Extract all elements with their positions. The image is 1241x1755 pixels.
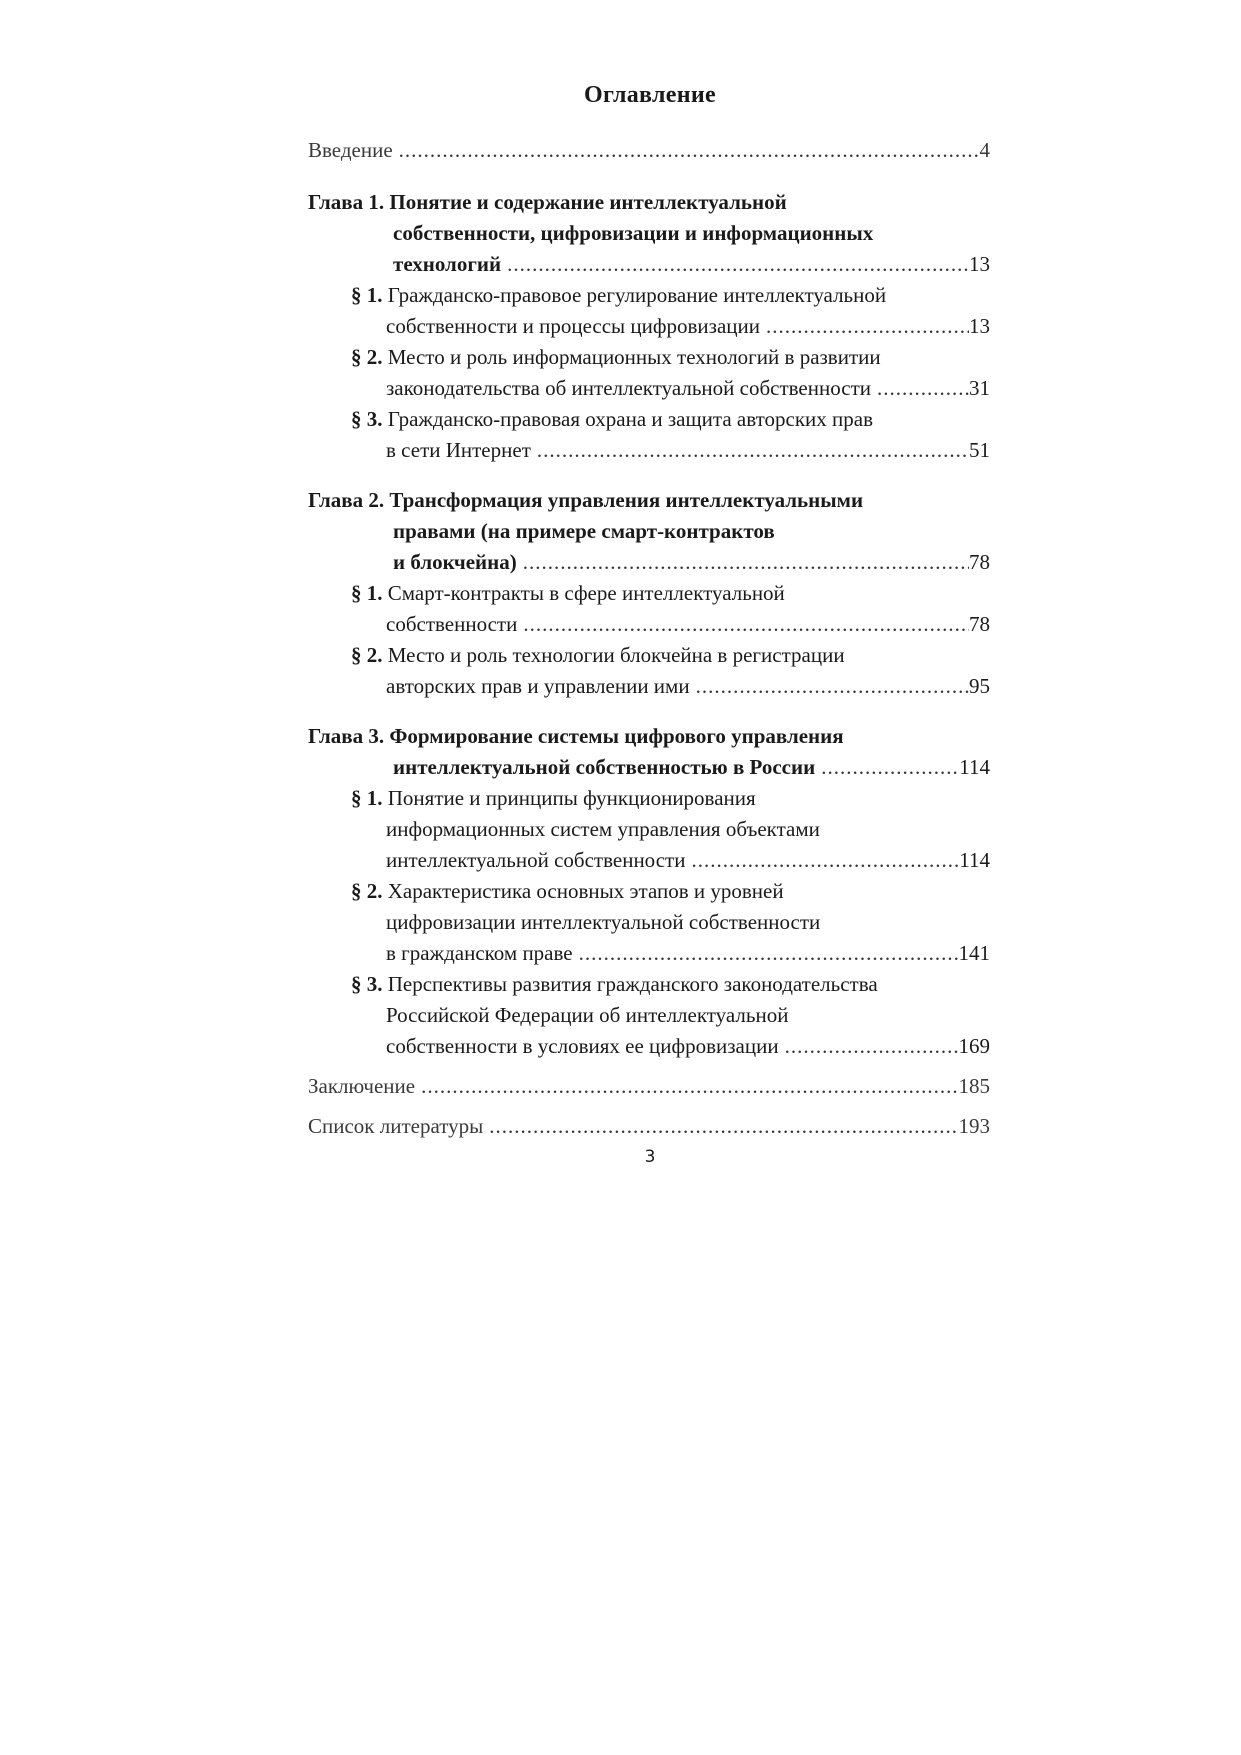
- section-1-1[interactable]: [308, 280, 990, 311]
- toc-page-number: 169: [958, 1034, 990, 1058]
- section-2-2[interactable]: [308, 640, 990, 671]
- toc-entry-bibliography[interactable]: [308, 1111, 990, 1142]
- dot-leader: [821, 752, 959, 783]
- section-title: Гражданско-правовая охрана и защита авторских прав: [387, 407, 874, 431]
- section-title: Место и роль технологии блокчейна в регистрации: [387, 643, 845, 667]
- chapter-2-heading[interactable]: Глава 2. Трансформация управления интеллектуальными: [308, 488, 864, 512]
- dot-leader: [537, 435, 969, 466]
- chapter-3-heading[interactable]: Глава 3. Формирование системы цифрового управления: [308, 724, 844, 748]
- section-number: § 2.: [351, 643, 383, 667]
- dot-leader: [766, 311, 969, 342]
- dot-leader: [877, 373, 969, 404]
- toc-entry-section-3-1[interactable]: [308, 845, 990, 876]
- toc-entry-section-1-2[interactable]: [308, 373, 990, 404]
- section-3-3[interactable]: [308, 969, 990, 1000]
- section-title: Место и роль информационных технологий в развитии: [387, 345, 881, 369]
- toc-entry-section-2-1[interactable]: [308, 609, 990, 640]
- dot-leader: [399, 135, 980, 166]
- toc-entry-section-1-1[interactable]: [308, 311, 990, 342]
- section-title: Перспективы развития гражданского законодательства: [387, 972, 878, 996]
- toc-entry-label: собственности в условиях ее цифровизации: [386, 1034, 779, 1058]
- toc-page-number: 4: [979, 138, 990, 162]
- toc-entry-label: собственности: [386, 612, 518, 636]
- section-3-1[interactable]: [308, 783, 990, 814]
- section-title: Гражданско-правовое регулирование интеллектуальной: [387, 283, 887, 307]
- chapter-1-heading[interactable]: Глава 1. Понятие и содержание интеллектуальной: [308, 190, 787, 214]
- toc-page-number: 78: [969, 550, 990, 574]
- page-number: 3: [644, 1147, 656, 1167]
- section-3-3-cont[interactable]: Российской Федерации об интеллектуальной: [386, 1003, 789, 1027]
- toc-page-number: 51: [969, 438, 990, 462]
- section-2-1[interactable]: [308, 578, 990, 609]
- page-title: Оглавление: [584, 82, 716, 108]
- dot-leader: [691, 845, 959, 876]
- toc-entry-chapter-2[interactable]: [308, 547, 990, 578]
- toc-entry-section-1-3[interactable]: [308, 435, 990, 466]
- toc-page-number: 185: [958, 1074, 990, 1098]
- section-title: Характеристика основных этапов и уровней: [387, 879, 784, 903]
- chapter-1-heading-cont[interactable]: собственности, цифровизации и информационных: [393, 221, 874, 245]
- section-1-3[interactable]: [308, 404, 990, 435]
- toc-entry-label: Введение: [308, 138, 393, 162]
- toc-entry-section-3-3[interactable]: [308, 1031, 990, 1062]
- toc-page-number: 114: [959, 848, 990, 872]
- toc-entry-label: Список литературы: [308, 1114, 484, 1138]
- dot-leader: [696, 671, 969, 702]
- toc-page-number: 114: [959, 755, 990, 779]
- section-number: § 2.: [351, 879, 383, 903]
- toc-page-number: 13: [969, 252, 990, 276]
- toc-entry-label: в гражданском праве: [386, 941, 573, 965]
- toc-entry-label: авторских прав и управлении ими: [386, 674, 690, 698]
- toc-entry-chapter-3[interactable]: [308, 752, 990, 783]
- section-title: Понятие и принципы функционирования: [387, 786, 756, 810]
- dot-leader: [489, 1111, 958, 1142]
- toc-entry-section-2-2[interactable]: [308, 671, 990, 702]
- dot-leader: [579, 938, 959, 969]
- toc-entry-label: законодательства об интеллектуальной собственности: [386, 376, 871, 400]
- toc-page-number: 141: [958, 941, 990, 965]
- toc-entry-label: интеллектуальной собственностью в России: [393, 755, 816, 779]
- dot-leader: [785, 1031, 959, 1062]
- toc-entry-label: интеллектуальной собственности: [386, 848, 686, 872]
- section-number: § 3.: [351, 972, 383, 996]
- toc-entry-label: технологий: [393, 252, 502, 276]
- dot-leader: [523, 547, 969, 578]
- toc-entry-section-3-2[interactable]: [308, 938, 990, 969]
- dot-leader: [421, 1071, 958, 1102]
- dot-leader: [507, 249, 969, 280]
- section-1-2[interactable]: [308, 342, 990, 373]
- section-number: § 2.: [351, 345, 383, 369]
- toc-entry-label: собственности и процессы цифровизации: [386, 314, 760, 338]
- toc-entry-introduction[interactable]: [308, 135, 990, 166]
- toc-entry-label: и блокчейна): [393, 550, 517, 574]
- section-number: § 1.: [351, 581, 383, 605]
- section-3-1-cont[interactable]: информационных систем управления объектами: [386, 817, 820, 841]
- section-3-2[interactable]: [308, 876, 990, 907]
- dot-leader: [523, 609, 969, 640]
- section-3-2-cont[interactable]: цифровизации интеллектуальной собственности: [386, 910, 821, 934]
- toc-page-number: 13: [969, 314, 990, 338]
- toc-entry-chapter-1[interactable]: [308, 249, 990, 280]
- toc-entry-conclusion[interactable]: [308, 1071, 990, 1102]
- toc-entry-label: Заключение: [308, 1074, 416, 1098]
- section-number: § 1.: [351, 283, 383, 307]
- section-number: § 1.: [351, 786, 383, 810]
- section-title: Смарт-контракты в сфере интеллектуальной: [387, 581, 785, 605]
- toc-entry-label: в сети Интернет: [386, 438, 531, 462]
- section-number: § 3.: [351, 407, 383, 431]
- toc-page-number: 31: [969, 376, 990, 400]
- toc-page-number: 95: [969, 674, 990, 698]
- chapter-2-heading-cont[interactable]: правами (на примере смарт-контрактов: [393, 519, 775, 543]
- toc-page-number: 193: [958, 1114, 990, 1138]
- toc-page-number: 78: [969, 612, 990, 636]
